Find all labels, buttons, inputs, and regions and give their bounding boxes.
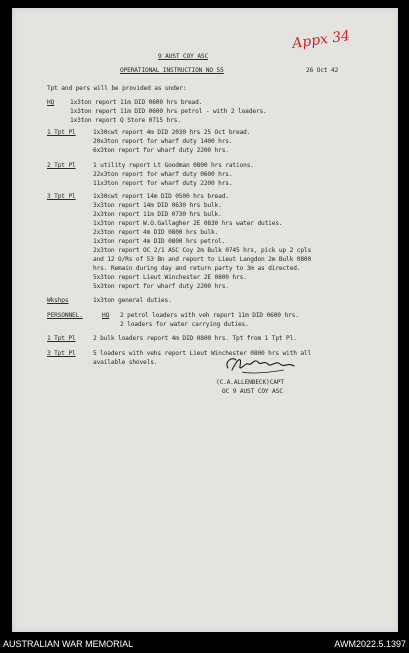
section-label: 3 Tpt Pl	[47, 193, 76, 200]
footer-left: AUSTRALIAN WAR MEMORIAL	[3, 639, 134, 649]
section-line: 1x3ton report W.O.Gallagher 2E 0830 hrs water duties.	[93, 220, 283, 227]
section-line: 1x3ton general duties.	[93, 297, 172, 304]
section-line: 3x3ton report 14m DID 0630 hrs bulk.	[93, 202, 222, 209]
section-label: 3 Tpt Pl	[47, 350, 76, 357]
section-line: 1 utility report Lt Goodman 0800 hrs rations.	[93, 162, 254, 169]
section-line: 1x3ton report 11m DID 0600 hrs petrol - with 2 loaders.	[70, 108, 267, 115]
unit-heading: 9 AUST COY ASC	[158, 53, 209, 60]
section-line: 2x3ton report 11m DID 0730 hrs bulk.	[93, 211, 222, 218]
signature-name: (C.A.ALLENBECK)CAPT	[216, 379, 284, 386]
section-line: 1x30cwt report 4m DID 2030 hrs 25 Oct bread.	[93, 129, 251, 136]
section-line: 11x3ton report for wharf duty 2200 hrs.	[93, 180, 233, 187]
section-line: available shovels.	[93, 359, 158, 366]
section-line: 2 bulk loaders report 4m DID 0800 hrs. Tpt from 1 Tpt Pl.	[93, 335, 297, 342]
section-line: 2 loaders for water carrying duties.	[120, 321, 249, 328]
section-line: 20x3ton report for wharf duty 1400 hrs.	[93, 138, 233, 145]
section-label: HQ	[47, 99, 55, 106]
section-line: 5 loaders with vehs report Lieut Winchester 0800 hrs with all	[93, 350, 312, 357]
section-label: Wkshps	[47, 297, 69, 304]
footer-right: AWM2022.5.1397	[334, 639, 406, 649]
section-label: 1 Tpt Pl	[47, 129, 76, 136]
section-label: 2 Tpt Pl	[47, 162, 76, 169]
section-line: and 12 O/Rs of 53 Bn and report to Lieut Langdon 2m Bulk 0800	[93, 256, 312, 263]
section-line: 1x3ton report 4m DID 0800 hrs petrol.	[93, 238, 226, 245]
personnel-label: PERSONNEL.	[47, 312, 83, 319]
handwritten-signature	[222, 352, 302, 378]
section-line: 1x3ton report 11m DID 0600 hrs bread.	[70, 99, 203, 106]
section-line: 1x3ton report Q Store 0715 hrs.	[70, 117, 181, 124]
section-label: 1 Tpt Pl	[47, 335, 76, 342]
document-date: 26 Oct 42	[306, 67, 339, 74]
section-line: 2x3ton report 4m DID 0800 hrs bulk.	[93, 229, 219, 236]
document-title: OPERATIONAL INSTRUCTION NO 55	[120, 67, 224, 74]
section-line: 1x30cwt report 14m DID 0500 hrs bread.	[93, 193, 229, 200]
section-line: 5x3ton report for wharf duty 2200 hrs.	[93, 283, 229, 290]
section-line: 2x3ton report OC 2/1 ASC Coy 2m Bulk 0745 hrs, pick up 2 cpls	[93, 247, 312, 254]
handwritten-annotation: Appx 34	[291, 28, 352, 52]
section-line: 6x3ton report for wharf duty 2200 hrs.	[93, 147, 229, 154]
section-line: 5x3ton report Lieut Winchester 2E 0800 hrs.	[93, 274, 247, 281]
intro-text: Tpt and pers will be provided as under:	[47, 85, 187, 92]
section-label: HQ	[102, 312, 110, 319]
signature-role: OC 9 AUST COY ASC	[222, 388, 283, 395]
section-line: 2 petrol loaders with veh report 11m DID 0600 hrs.	[120, 312, 299, 319]
section-line: 22x3ton report for wharf duty 0600 hrs.	[93, 171, 233, 178]
section-line: hrs. Remain during day and return party to 3m as directed.	[93, 265, 301, 272]
